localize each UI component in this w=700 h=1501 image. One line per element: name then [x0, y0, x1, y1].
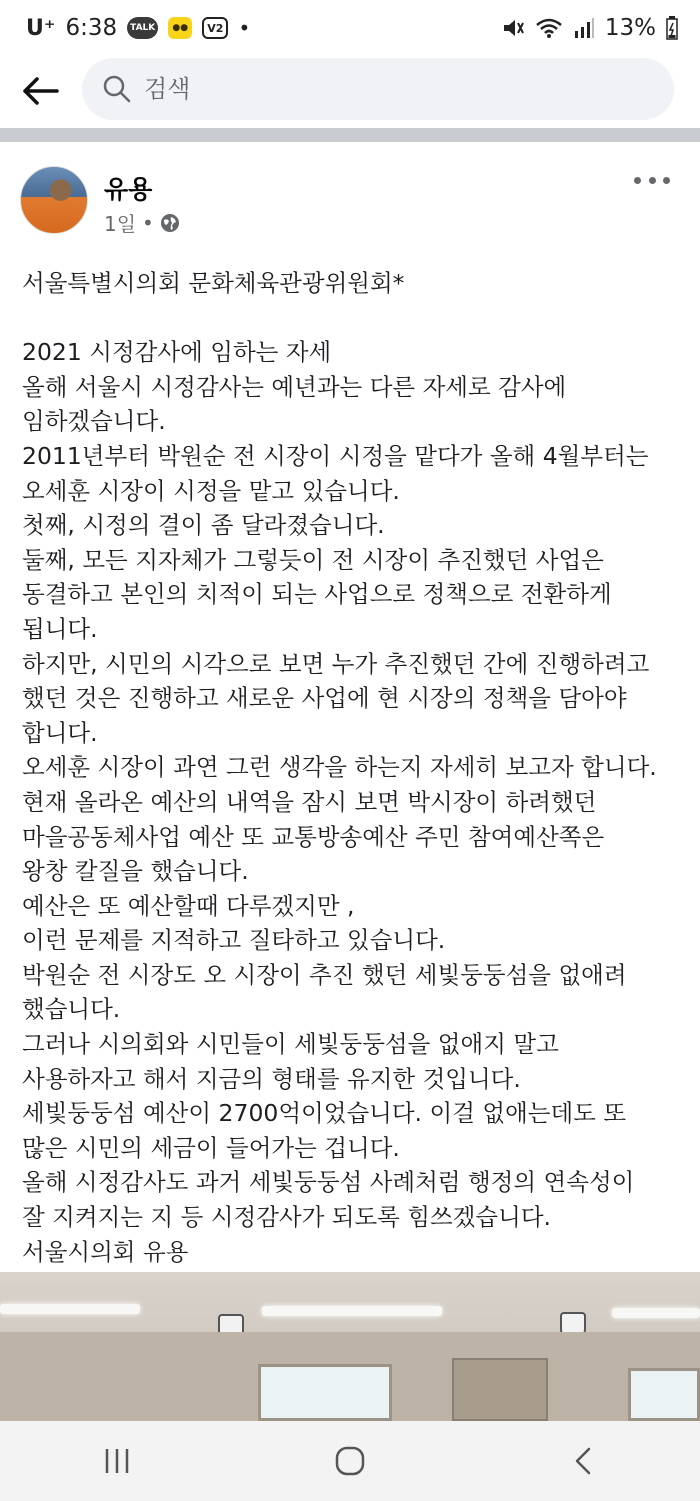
globe-icon: [160, 213, 180, 233]
back-nav-button[interactable]: [543, 1431, 623, 1491]
recent-apps-icon: [102, 1447, 132, 1475]
wifi-icon: [535, 17, 563, 39]
section-divider: [0, 128, 700, 142]
more-notifications-dot: •: [238, 16, 251, 40]
door: [452, 1358, 548, 1421]
home-icon: [335, 1446, 365, 1476]
window: [628, 1368, 700, 1421]
status-right: [501, 15, 678, 41]
search-input[interactable]: [144, 75, 604, 103]
signal-icon: [573, 17, 595, 39]
post-meta: [104, 208, 180, 237]
back-arrow-icon: [21, 76, 59, 106]
v2-notification-icon: V2: [202, 17, 228, 39]
battery-percent: 13%: [604, 15, 656, 41]
ceiling-light: [0, 1304, 140, 1314]
ceiling-light: [262, 1306, 442, 1316]
recent-apps-button[interactable]: [77, 1431, 157, 1491]
clock: 6:38: [65, 15, 118, 41]
ceiling-light: [612, 1308, 700, 1318]
post-time[interactable]: 1일: [104, 212, 137, 236]
more-dots-icon: [634, 177, 641, 184]
system-nav-bar: [0, 1421, 700, 1501]
mute-icon: [501, 17, 525, 39]
search-icon: [102, 74, 132, 104]
post-author[interactable]: 유용: [104, 175, 153, 204]
more-options-button[interactable]: [634, 168, 670, 192]
post-header: [0, 142, 700, 250]
kakaopage-notification-icon: ●●: [168, 17, 192, 39]
meta-separator: •: [142, 210, 154, 235]
window: [258, 1364, 392, 1421]
status-left: [26, 15, 250, 41]
avatar[interactable]: [20, 166, 88, 234]
carrier-label: U⁺: [26, 15, 56, 41]
post-text: 서울특별시의회 문화체육관광위원회* 2021 시정감사에 임하는 자세 올해 서울시 시정감사는 예년과는 다른 자세로 감사에 임하겠습니다. 2011년부터 박원순 전 시장이 시정을 맡다가 올해 4월부터는 오세훈 시장이 시정을 맡고 있습니다. 첫째, 시정의 결이 좀 달라졌습니다. 둘째, 모든 지자체가 그렇듯이 전 시장이 추진했던 사업은 동결하고 본인의 치적이 되는 사업으로 정책으로 전환하게 됩니다. 하지만, 시민의 시각으로 보면 누가 추진했던 간에 진행하려고 했던 것은 진행하고 새로운 사업에 현 시장의 정책을 담아야 합니다. 오세훈 시장이 과연 그런 생각을 하는지 자세히 보고자 합니다. 현재 올라온 예산의 내역을 잠시 보면 박시장이 하려했던 마을공동체사업 예산 또 교통방송예산 주민 참여예산쪽은 왕창 칼질을 했습니다. 예산은 또 예산할때 다루겠지만 , 이런 문제를 지적하고 질타하고 있습니다. 박원순 전 시장도 오 시장이 추진 했던 세빛둥둥섬을 없애려 했습니다. 그러나 시의회와 시민들이 세빛둥둥섬을 없애지 말고 사용하자고 해서 지금의 형태를 유지한 것입니다. 세빛둥둥섬 예산이 2700억이었습니다. 이걸 없애는데도 또 많은 시민의 세금이 들어가는 겁니다. 올해 시정감사도 과거 세빛둥둥섬 사례처럼 행정의 연속성이 잘 지켜지는 지 등 시정감사가 되도록 힘쓰겠습니다. 서울시의회 유용: [22, 269, 657, 1266]
back-button[interactable]: [0, 61, 80, 121]
search-field[interactable]: [82, 58, 674, 120]
search-header: [0, 56, 700, 126]
kakaotalk-notification-icon: TALK: [127, 17, 158, 39]
post-card: [0, 142, 700, 1269]
home-button[interactable]: [310, 1431, 390, 1491]
back-icon: [573, 1446, 593, 1476]
battery-icon: [666, 16, 678, 40]
post-photo[interactable]: [0, 1272, 700, 1421]
status-bar: [0, 0, 700, 56]
